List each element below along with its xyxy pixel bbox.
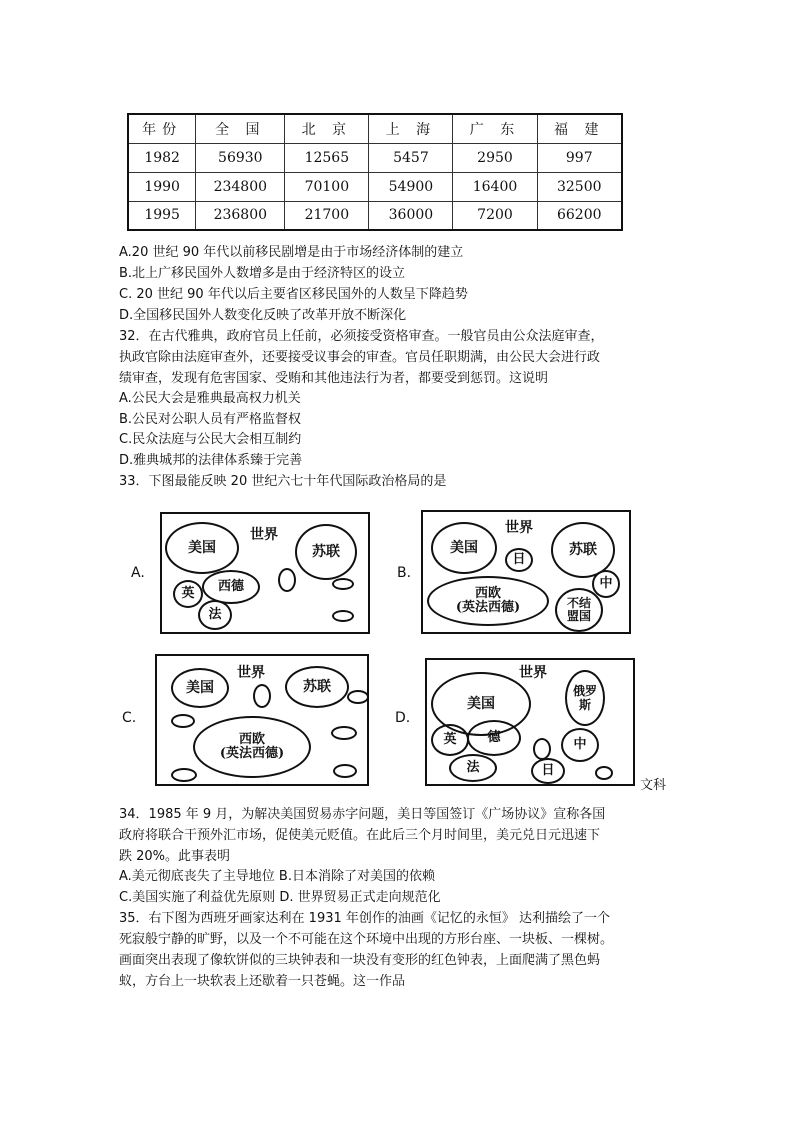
- table-row: [128, 201, 622, 230]
- q32-option-b: B.公民对公职人员有严格监督权: [119, 412, 302, 427]
- russia-label-2: 斯: [578, 698, 591, 712]
- header-beijing: 北 京: [285, 114, 369, 143]
- circle-western-europe: [427, 576, 549, 626]
- q35-stem-line3: 画面突出表现了像软饼似的三块钟表和一块没有变形的红色钟表，上面爬满了黑色蚂: [119, 953, 601, 968]
- q32-stem-line2: 执政官除由法庭审查外，还要接受议事会的审查。官员任职期满，由公民大会进行政: [119, 350, 601, 365]
- q33-option-c-label: C.: [122, 710, 137, 726]
- q31-option-a: A.20 世纪 90 年代以前移民剧增是由于市场经济体制的建立: [119, 245, 464, 260]
- table-cell: 236800: [196, 201, 285, 230]
- q33-option-a-label: A.: [131, 565, 145, 581]
- q31-option-d: D.全国移民国外人数变化反映了改革开放不断深化: [119, 308, 407, 323]
- diagram-a: [160, 512, 370, 634]
- header-national: 全 国: [196, 114, 285, 143]
- table-cell: 54900: [369, 172, 453, 201]
- world-label: 世界: [505, 520, 533, 536]
- q32-stem-line1: 32．在古代雅典，政府官员上任前，必须接受资格审查。一般官员由公众法庭审查，: [119, 329, 604, 344]
- circle-ussr: 苏联: [285, 666, 349, 708]
- header-year: 年份: [128, 114, 196, 143]
- table-cell: 1990: [128, 172, 196, 201]
- circle-japan: 日: [505, 548, 533, 572]
- diagram-b: [421, 510, 631, 634]
- subject-tag: 文科: [640, 778, 667, 793]
- q35-stem-line1: 35．右下图为西班牙画家达利在 1931 年创作的油画《记忆的永恒》 达利描绘了一个: [119, 911, 611, 926]
- q33-option-b-label: B.: [397, 565, 412, 581]
- western-europe-members: (英法西德): [455, 600, 521, 615]
- q35-stem-line4: 蚁，方台上一块软表上还歇着一只苍蝇。这一作品: [119, 974, 406, 989]
- circle-us: 美国: [171, 668, 229, 708]
- table-cell: 234800: [196, 172, 285, 201]
- circle-us: 美国: [165, 522, 239, 574]
- circle-us: 美国: [431, 672, 531, 736]
- circle-china: 中: [592, 570, 620, 598]
- small-country-circle: [347, 690, 369, 704]
- world-label: 世界: [519, 665, 547, 681]
- circle-germany: 德: [467, 720, 521, 756]
- circle-non-aligned: [555, 588, 603, 632]
- non-aligned-label-1: 不结: [566, 596, 591, 610]
- table-cell: 66200: [537, 201, 622, 230]
- diagram-c: [155, 654, 369, 786]
- q32-option-a: A.公民大会是雅典最高权力机关: [119, 391, 301, 406]
- table-cell: 2950: [453, 143, 537, 172]
- table-row: [128, 172, 622, 201]
- table-cell: 1982: [128, 143, 196, 172]
- q33-stem: 33．下图最能反映 20 世纪六七十年代国际政治格局的是: [119, 474, 447, 489]
- small-country-circle: [253, 684, 271, 708]
- table-cell: 12565: [285, 143, 369, 172]
- small-country-circle: [333, 764, 357, 778]
- small-country-circle: [278, 568, 296, 592]
- q34-stem-line1: 34．1985 年 9 月，为解决美国贸易赤字问题，美日等国签订《广场协议》宣称各国: [119, 807, 606, 822]
- circle-ussr: 苏联: [295, 524, 357, 580]
- world-label: 世界: [237, 665, 265, 681]
- circle-uk: 英: [173, 580, 203, 608]
- western-europe-label: 西欧: [238, 732, 265, 747]
- small-country-circle: [331, 726, 357, 740]
- table-cell: 70100: [285, 172, 369, 201]
- header-fujian: 福 建: [537, 114, 622, 143]
- q32-stem-line3: 绩审查，发现有危害国家、受贿和其他违法行为者，都要受到惩罚。这说明: [119, 371, 549, 386]
- small-country-circle: [533, 738, 551, 760]
- western-europe-members: (英法西德): [219, 746, 285, 761]
- circle-china: 中: [561, 728, 599, 762]
- q32-option-d: D.雅典城邦的法律体系臻于完善: [119, 453, 303, 468]
- table-cell: 16400: [453, 172, 537, 201]
- circle-uk: 英: [431, 724, 469, 756]
- q34-stem-line2: 政府将联合干预外汇市场，促使美元贬值。在此后三个月时间里，美元兑日元迅速下: [119, 828, 601, 843]
- header-guangdong: 广 东: [453, 114, 537, 143]
- small-country-circle: [595, 766, 613, 780]
- small-country-circle: [171, 714, 195, 728]
- q34-options-cd: C.美国实施了利益优先原则 D. 世界贸易正式走向规范化: [119, 890, 441, 905]
- table-cell: 997: [537, 143, 622, 172]
- circle-france: 法: [198, 600, 232, 630]
- circle-us: 美国: [431, 522, 497, 574]
- western-europe-label: 西欧: [474, 586, 501, 601]
- q35-stem-line2: 死寂般宁静的旷野，以及一个不可能在这个环境中出现的方形台座、一块板、一棵树。: [119, 932, 614, 947]
- q31-option-c: C. 20 世纪 90 年代以后主要省区移民国外的人数呈下降趋势: [119, 287, 468, 302]
- circle-france: 法: [449, 754, 497, 782]
- circle-ussr: 苏联: [551, 522, 615, 578]
- table-cell: 5457: [369, 143, 453, 172]
- migration-table: [127, 113, 623, 231]
- diagram-d: [425, 658, 635, 786]
- world-label: 世界: [250, 527, 278, 543]
- circle-west-germany: 西德: [202, 570, 260, 604]
- q32-option-c: C.民众法庭与公民大会相互制约: [119, 432, 302, 447]
- header-shanghai: 上 海: [369, 114, 453, 143]
- q31-option-b: B.北上广移民国外人数增多是由于经济特区的设立: [119, 266, 406, 281]
- small-country-circle: [171, 768, 197, 782]
- circle-western-europe: [193, 716, 311, 778]
- table-row: [128, 143, 622, 172]
- russia-label-1: 俄罗: [572, 684, 597, 698]
- table-cell: 1995: [128, 201, 196, 230]
- non-aligned-label-2: 盟国: [566, 609, 591, 623]
- circle-russia: [565, 670, 605, 726]
- q33-option-d-label: D.: [395, 710, 411, 726]
- small-country-circle: [332, 610, 354, 622]
- table-cell: 32500: [537, 172, 622, 201]
- small-country-circle: [332, 578, 354, 590]
- table-cell: 36000: [369, 201, 453, 230]
- table-cell: 7200: [453, 201, 537, 230]
- table-header-row: [128, 114, 622, 143]
- q34-stem-line3: 跌 20%。此事表明: [119, 849, 231, 864]
- q34-options-ab: A.美元彻底丧失了主导地位 B.日本消除了对美国的依赖: [119, 869, 435, 884]
- table-cell: 56930: [196, 143, 285, 172]
- circle-japan: 日: [531, 758, 565, 784]
- table-cell: 21700: [285, 201, 369, 230]
